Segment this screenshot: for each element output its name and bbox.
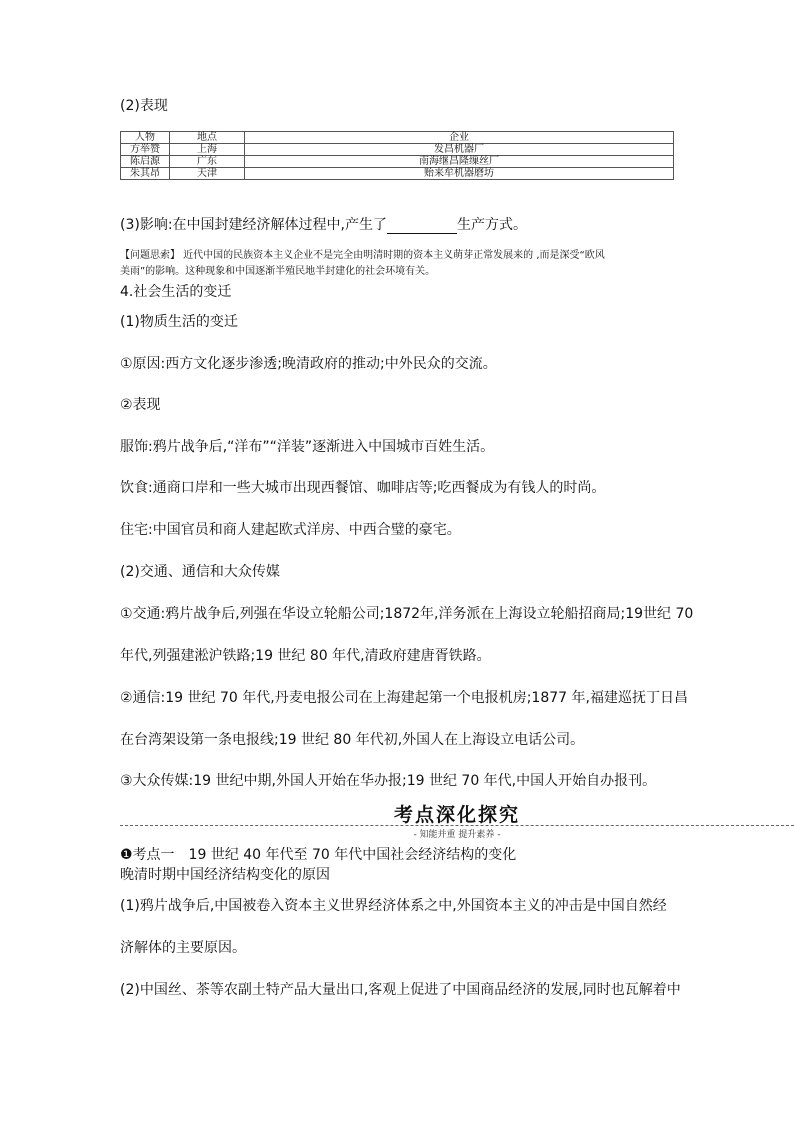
section-banner-subtitle: - 知能并重 提升素养 - [413,830,501,840]
table-cell: 天津 [170,168,245,180]
banner-divider [120,825,794,826]
table-cell: 上海 [170,144,245,156]
section-2-heading: (2)表现 [120,98,168,114]
key-point-paragraph-2: (2)中国丝、茶等农副土特产品大量出口,客观上促进了中国商品经济的发展,同时也瓦解着中 [120,982,681,998]
section-3-impact [120,216,527,234]
section-banner-title: 考点深化探究 [393,804,520,826]
subsection-1-heading: (1)物质生活的变迁 [120,314,238,330]
paragraph-food: 饮食:通商口岸和一些大城市出现西餐馆、咖啡店等;吃西餐成为有钱人的时尚。 [120,480,606,496]
table-row [121,156,674,168]
thinking-note-line-1: 【问题思索】 近代中国的民族资本主义企业不是完全由明清时期的资本主义萌芽正常发展来的 ,而是深受“欧风 [120,250,605,261]
key-point-paragraph-1-line-1: (1)鸦片战争后,中国被卷入资本主义世界经济体系之中,外国资本主义的冲击是中国自然经 [120,898,667,914]
paragraph-reason: ①原因:西方文化逐步渗透;晚清政府的推动;中外民众的交流。 [120,356,497,372]
impact-suffix: 生产方式。 [457,217,527,233]
table-header-cell: 企业 [245,132,674,144]
key-point-subtitle: 晚清时期中国经济结构变化的原因 [120,867,330,883]
table-cell: 发昌机器厂 [245,144,674,156]
table-row [121,168,674,180]
table-cell: 朱其昂 [121,168,170,180]
paragraph-clothing: 服饰:鸦片战争后,“洋布”“洋装”逐渐进入中国城市百姓生活。 [120,439,495,455]
paragraph-housing: 住宅:中国官员和商人建起欧式洋房、中西合璧的豪宅。 [120,522,461,538]
paragraph-show: ②表现 [120,397,161,413]
key-point-title: ❶考点一 19 世纪 40 年代至 70 年代中国社会经济结构的变化 [120,847,517,863]
key-point-paragraph-1-line-2: 济解体的主要原因。 [120,940,246,956]
table-header-cell: 地点 [170,132,245,144]
paragraph-communication-line-1: ②通信:19 世纪 70 年代,丹麦电报公司在上海建起第一个电报机房;1877 年,福建巡抚丁日昌 [120,690,688,706]
table-cell: 南海继昌隆缫丝厂 [245,156,674,168]
section-4-title: 4.社会生活的变迁 [120,284,232,300]
table-header-row [121,132,674,144]
thinking-note-line-2: 美雨”的影响。这种现象和中国逐渐半殖民地半封建化的社会环境有关。 [120,266,436,277]
table-row [121,144,674,156]
subsection-2-heading: (2)交通、通信和大众传媒 [120,564,280,580]
answer-blank [387,219,457,234]
paragraph-traffic-line-1: ①交通:鸦片战争后,列强在华设立轮船公司;1872年,洋务派在上海设立轮船招商局;19世纪 70 [120,606,694,622]
enterprise-table [120,131,674,180]
table-cell: 广东 [170,156,245,168]
paragraph-communication-line-2: 在台湾架设第一条电报线;19 世纪 80 年代初,外国人在上海设立电话公司。 [120,732,585,748]
table-cell: 贻来牟机器磨坊 [245,168,674,180]
table-header-cell: 人物 [121,132,170,144]
table-cell: 陈启源 [121,156,170,168]
paragraph-traffic-line-2: 年代,列强建淞沪铁路;19 世纪 80 年代,清政府建唐胥铁路。 [120,648,491,664]
impact-prefix: (3)影响:在中国封建经济解体过程中,产生了 [120,217,387,233]
paragraph-media: ③大众传媒:19 世纪中期,外国人开始在华办报;19 世纪 70 年代,中国人开始自办报刊。 [120,773,657,789]
table-cell: 方举赞 [121,144,170,156]
